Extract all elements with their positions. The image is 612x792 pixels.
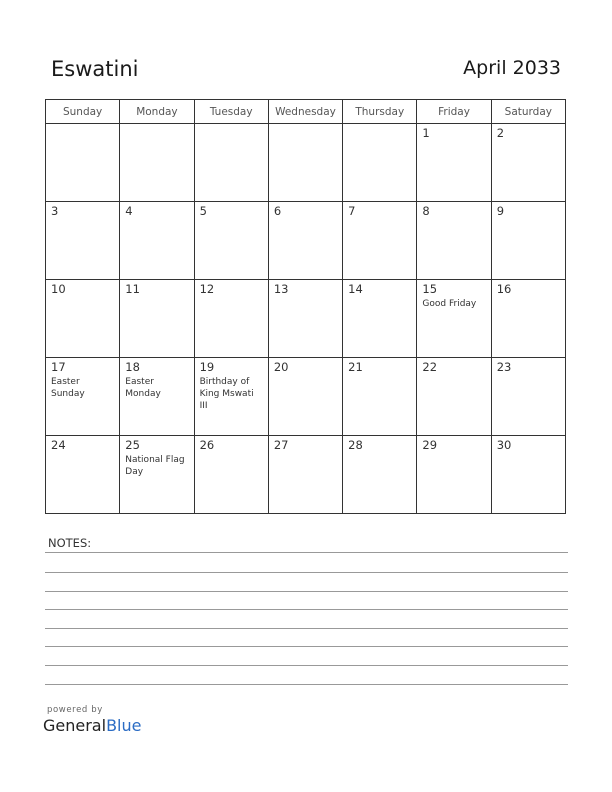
day-number: 20 xyxy=(273,360,289,374)
brand-general-text: General xyxy=(43,716,107,735)
day-number: 1 xyxy=(422,126,430,140)
weekday-header: Wednesday xyxy=(268,100,342,124)
day-number: 22 xyxy=(422,360,438,374)
day-cell xyxy=(268,436,342,514)
day-number: 11 xyxy=(125,282,140,296)
day-number: 16 xyxy=(496,282,512,296)
weekday-header: Friday xyxy=(417,100,491,124)
day-number: 30 xyxy=(496,438,512,452)
day-cell xyxy=(417,436,491,514)
day-cell xyxy=(343,358,417,436)
generalblue-logo[interactable] xyxy=(43,716,141,735)
holiday-label: National Flag Day xyxy=(125,455,185,477)
day-cell xyxy=(343,280,417,358)
day-cell xyxy=(46,358,120,436)
weekday-header-row xyxy=(46,100,566,124)
day-number: 9 xyxy=(496,204,505,218)
day-cell xyxy=(417,124,491,202)
calendar-grid xyxy=(45,99,566,514)
day-cell xyxy=(491,358,565,436)
week-row xyxy=(46,124,566,202)
day-number: 29 xyxy=(422,438,438,452)
day-cell xyxy=(268,358,342,436)
calendar-month-title: April 2033 xyxy=(463,57,561,79)
day-cell xyxy=(46,280,120,358)
weekday-header: Saturday xyxy=(491,100,565,124)
day-number: 27 xyxy=(273,438,289,452)
brand-blue-text: Blue xyxy=(106,716,142,735)
day-number: 23 xyxy=(496,360,512,374)
day-cell xyxy=(491,124,565,202)
day-cell xyxy=(194,124,268,202)
holiday-label: Easter Monday xyxy=(125,377,161,399)
note-line xyxy=(45,552,568,553)
day-cell xyxy=(120,124,194,202)
week-row xyxy=(46,358,566,436)
day-number: 6 xyxy=(273,204,282,218)
day-number: 21 xyxy=(348,360,363,374)
weekday-header: Monday xyxy=(120,100,194,124)
day-cell xyxy=(120,280,194,358)
day-number: 4 xyxy=(125,204,133,218)
week-row xyxy=(46,280,566,358)
note-line xyxy=(45,665,568,666)
day-cell xyxy=(194,202,268,280)
note-line xyxy=(45,572,568,573)
day-number: 18 xyxy=(125,360,140,374)
day-number: 3 xyxy=(51,204,59,218)
day-cell xyxy=(343,202,417,280)
day-cell xyxy=(120,202,194,280)
day-cell xyxy=(268,202,342,280)
weekday-header: Tuesday xyxy=(194,100,268,124)
day-number: 2 xyxy=(496,126,505,140)
day-cell xyxy=(417,202,491,280)
holiday-label: Good Friday xyxy=(422,299,477,309)
day-number: 12 xyxy=(199,282,215,296)
note-line xyxy=(45,646,568,647)
week-row xyxy=(46,202,566,280)
note-line xyxy=(45,591,568,592)
day-cell xyxy=(491,280,565,358)
powered-by-text: powered by xyxy=(47,705,103,715)
day-number: 26 xyxy=(199,438,215,452)
notes-label: NOTES: xyxy=(48,536,92,550)
day-number: 14 xyxy=(348,282,363,296)
day-cell xyxy=(194,280,268,358)
day-cell xyxy=(194,358,268,436)
day-number: 17 xyxy=(51,360,66,374)
day-number: 28 xyxy=(348,438,363,452)
day-cell xyxy=(491,202,565,280)
day-cell xyxy=(491,436,565,514)
day-number: 24 xyxy=(51,438,66,452)
day-cell xyxy=(343,124,417,202)
day-cell xyxy=(120,436,194,514)
day-number: 25 xyxy=(125,438,140,452)
holiday-label: Birthday of King Mswati III xyxy=(199,377,254,411)
note-line xyxy=(45,628,568,629)
day-cell xyxy=(268,124,342,202)
calendar-country-title: Eswatini xyxy=(51,57,139,81)
weekday-header: Sunday xyxy=(46,100,120,124)
weekday-header: Thursday xyxy=(343,100,417,124)
note-line xyxy=(45,684,568,685)
day-number: 19 xyxy=(199,360,215,374)
day-number: 13 xyxy=(273,282,289,296)
day-cell xyxy=(268,280,342,358)
day-cell xyxy=(120,358,194,436)
day-number: 10 xyxy=(51,282,66,296)
day-cell xyxy=(417,280,491,358)
day-number: 5 xyxy=(199,204,207,218)
week-row xyxy=(46,436,566,514)
day-cell xyxy=(417,358,491,436)
note-line xyxy=(45,609,568,610)
holiday-label: Easter Sunday xyxy=(51,377,85,399)
day-number: 7 xyxy=(348,204,356,218)
day-cell xyxy=(46,436,120,514)
day-number: 15 xyxy=(422,282,438,296)
day-cell xyxy=(46,124,120,202)
day-cell xyxy=(194,436,268,514)
day-cell xyxy=(46,202,120,280)
day-number: 8 xyxy=(422,204,430,218)
day-cell xyxy=(343,436,417,514)
